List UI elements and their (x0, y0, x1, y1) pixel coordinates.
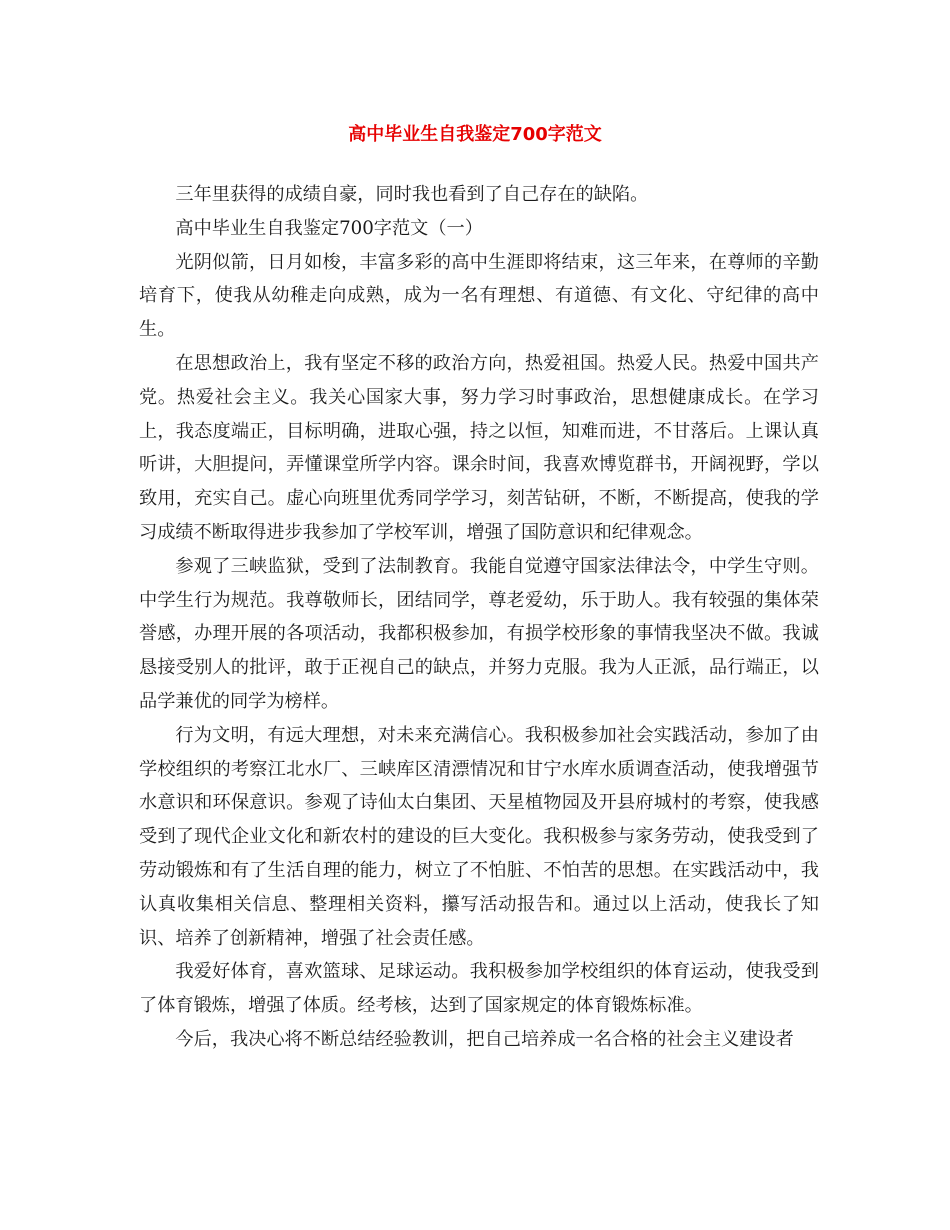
paragraph-7: 我爱好体育，喜欢篮球、足球运动。我积极参加学校组织的体育运动，使我受到了体育锻炼，增强了体质。经考核，达到了国家规定的体育锻炼标准。 (139, 961, 819, 1017)
document-body (139, 178, 819, 1057)
paragraph-6: 行为文明，有远大理想，对未来充满信心。我积极参加社会实践活动，参加了由学校组织的考察江北水厂、三峡库区清漂情况和甘宁水库水质调查活动，使我增强节水意识和环保意识。参观了诗仙太白集团、天星植物园及开县府城村的考察，使我感受到了现代企业文化和新农村的建设的巨大变化。我积极参与家务劳动，使我受到了劳动锻炼和有了生活自理的能力，树立了不怕脏、不怕苦的思想。在实践活动中，我认真收集相关信息、整理相关资料，攥写活动报告和。通过以上活动，使我长了知识、培养了创新精神，增强了社会责任感。 (139, 724, 819, 949)
paragraph-1: 三年里获得的成绩自豪，同时我也看到了自己存在的缺陷。 (175, 184, 649, 205)
document-title: 高中毕业生自我鉴定700字范文 (348, 124, 602, 145)
paragraph-5: 参观了三峡监狱，受到了法制教育。我能自觉遵守国家法律法令，中学生守则。中学生行为规范。我尊敬师长，团结同学，尊老爱幼，乐于助人。我有较强的集体荣誉感，办理开展的各项活动，我都积极参加，有损学校形象的事情我坚决不做。我诚恳接受别人的批评，敢于正视自己的缺点，并努力克服。我为人正派，品行端正，以品学兼优的同学为榜样。 (139, 555, 819, 712)
paragraph-4: 在思想政治上，我有坚定不移的政治方向，热爱祖国。热爱人民。热爱中国共产党。热爱社会主义。我关心国家大事，努力学习时事政治，思想健康成长。在学习上，我态度端正，目标明确，进取心强，持之以恒，知难而进，不甘落后。上课认真听讲，大胆提问，弄懂课堂所学内容。课余时间，我喜欢博览群书，开阔视野，学以致用，充实自己。虚心向班里优秀同学学习，刻苦钻研，不断，不断提高，使我的学习成绩不断取得进步我参加了学校军训，增强了国防意识和纪律观念。 (139, 352, 819, 543)
paragraph-8: 今后，我决心将不断总结经验教训，把自己培养成一名合格的社会主义建设者 (175, 1028, 794, 1050)
paragraph-3: 光阴似箭，日月如梭，丰富多彩的高中生涯即将结束，这三年来，在尊师的辛勤培育下，使我从幼稚走向成熟，成为一名有理想、有道德、有文化、守纪律的高中生。 (139, 251, 819, 341)
paragraph-2-subtitle: 高中毕业生自我鉴定700字范文（一） (175, 217, 483, 239)
